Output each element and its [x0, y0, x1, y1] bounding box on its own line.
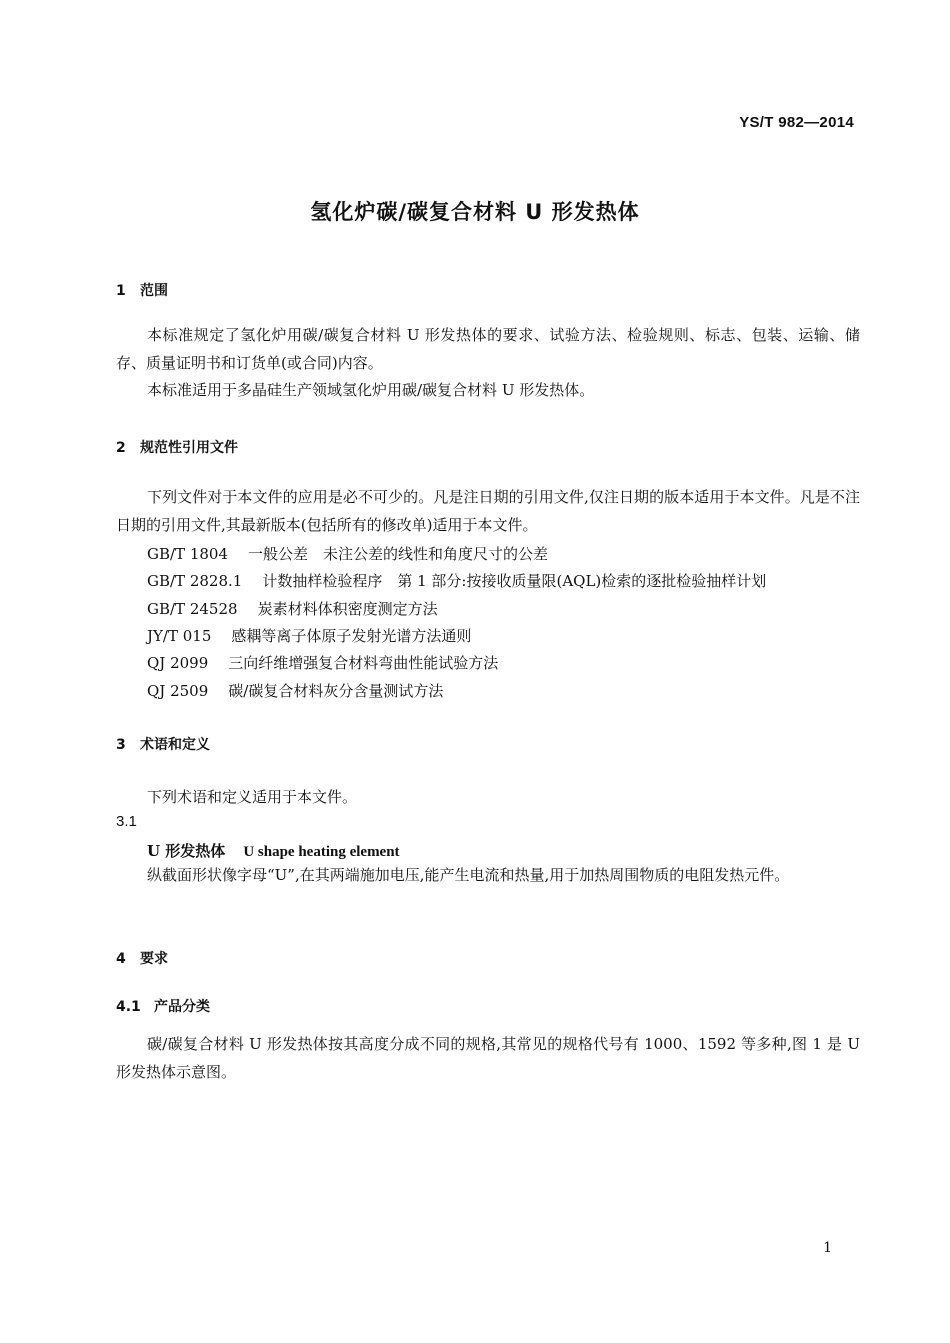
- section-number: 1: [116, 283, 126, 299]
- document-title: 氢化炉碳/碳复合材料 U 形发热体: [310, 200, 640, 224]
- reference-code: JY/T 015: [147, 627, 212, 645]
- page-number: 1: [823, 1240, 832, 1256]
- reference-title: 计数抽样检验程序 第 1 部分:按接收质量限(AQL)检索的逐批检验抽样计划: [262, 572, 767, 590]
- reference-title: 三向纤维增强复合材料弯曲性能试验方法: [228, 654, 499, 672]
- reference-item: [147, 652, 498, 673]
- term-chinese: U 形发热体: [147, 842, 226, 860]
- scope-paragraph-1: 本标准规定了氢化炉用碳/碳复合材料 U 形发热体的要求、试验方法、检验规则、标志、包装、运输、储存、质量证明书和订货单(或合同)内容。: [116, 326, 860, 372]
- section-title: 术语和定义: [140, 737, 210, 753]
- reference-code: GB/T 2828.1: [147, 572, 243, 590]
- reference-title: 感耦等离子体原子发射光谱方法通则: [231, 627, 472, 645]
- classification-paragraph: 碳/碳复合材料 U 形发热体按其高度分成不同的规格,其常见的规格代号有 1000、1592 等多种,图 1 是 U 形发热体示意图。: [116, 1035, 860, 1081]
- standard-code: YS/T 982—2014: [739, 114, 854, 131]
- reference-item: [147, 543, 548, 564]
- reference-title: 一般公差 未注公差的线性和角度尺寸的公差: [248, 545, 549, 563]
- reference-item: [147, 625, 471, 646]
- reference-code: GB/T 1804: [147, 545, 229, 563]
- subsection-4-1-heading: [116, 996, 210, 1016]
- reference-code: QJ 2509: [147, 682, 209, 700]
- section-4-heading: [116, 948, 168, 968]
- scope-paragraph-2: 本标准适用于多晶硅生产领域氢化炉用碳/碳复合材料 U 形发热体。: [147, 381, 595, 399]
- terms-intro: 下列术语和定义适用于本文件。: [147, 788, 358, 806]
- term-english: U shape heating element: [243, 844, 400, 860]
- reference-item: [147, 680, 443, 701]
- section-1-heading: [116, 280, 168, 300]
- section-2-heading: [116, 437, 238, 457]
- reference-code: QJ 2099: [147, 654, 209, 672]
- reference-title: 碳/碳复合材料灰分含量测试方法: [228, 682, 444, 700]
- refs-intro-paragraph: 下列文件对于本文件的应用是必不可少的。凡是注日期的引用文件,仅注日期的版本适用于本文件。凡是不注日期的引用文件,其最新版本(包括所有的修改单)适用于本文件。: [116, 488, 860, 534]
- reference-code: GB/T 24528: [147, 600, 238, 618]
- clause-number: 3.1: [116, 813, 137, 830]
- reference-item: [147, 598, 438, 619]
- reference-title: 炭素材料体积密度测定方法: [257, 600, 438, 618]
- term-entry: [147, 840, 400, 861]
- subsection-title: 产品分类: [154, 999, 210, 1015]
- section-number: 2: [116, 440, 126, 456]
- section-number: 4: [116, 951, 126, 967]
- section-number: 3: [116, 737, 126, 753]
- term-definition: 纵截面形状像字母“U”,在其两端施加电压,能产生电流和热量,用于加热周围物质的电阻发热元件。: [147, 866, 790, 884]
- section-title: 规范性引用文件: [140, 440, 238, 456]
- section-title: 要求: [140, 951, 168, 967]
- section-title: 范围: [140, 283, 168, 299]
- section-3-heading: [116, 734, 210, 754]
- reference-item: [147, 570, 766, 591]
- subsection-number: 4.1: [116, 999, 141, 1015]
